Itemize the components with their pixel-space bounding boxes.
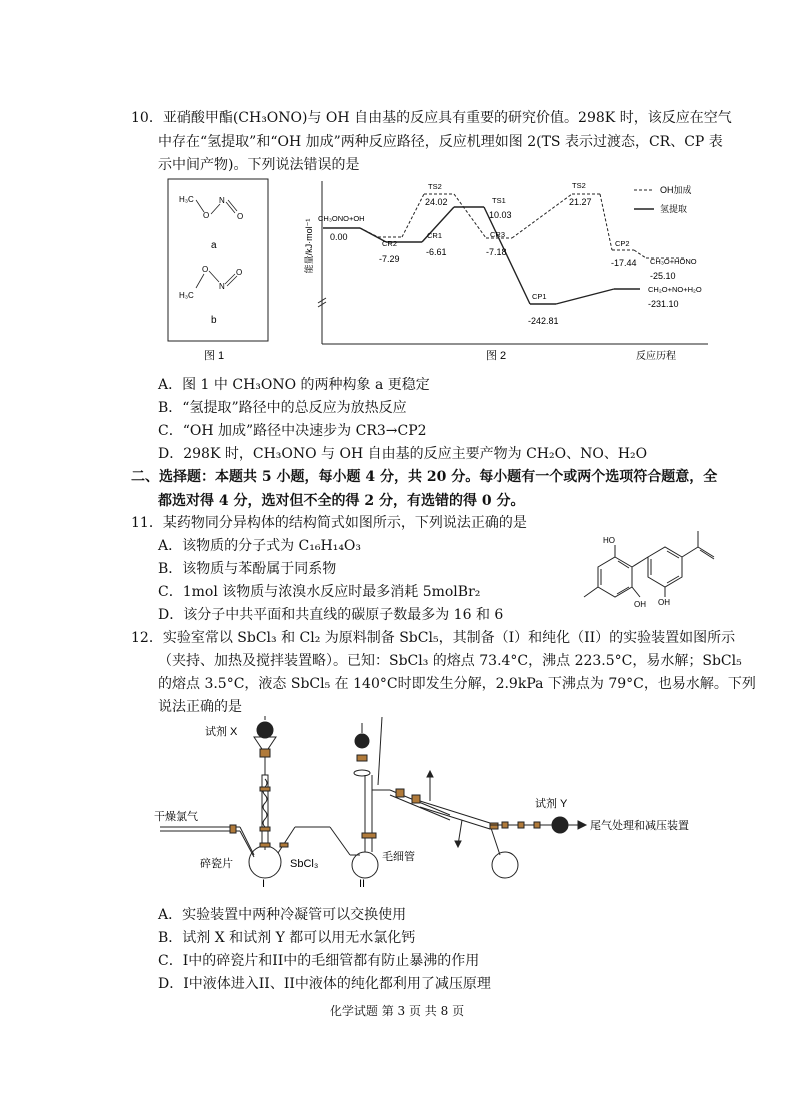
q11-option-b: B．该物质与苯酚属于同系物 [158, 561, 337, 577]
label-i: I [262, 878, 266, 890]
series-addition [360, 194, 684, 258]
svg-text:10.03: 10.03 [489, 210, 512, 220]
sbcl3-label: SbCl₃ [290, 858, 319, 870]
q10-option-a: A．图 1 中 CH₃ONO 的两种构象 a 更稳定 [158, 377, 430, 393]
svg-text:O: O [236, 268, 243, 277]
q11-stem: 11．某药物同分异构体的结构简式如图所示，下列说法正确的是 [131, 515, 527, 531]
svg-text:HO: HO [603, 536, 615, 545]
dry-cl2-label: 干燥氯气 [154, 811, 198, 823]
svg-text:-7.18: -7.18 [486, 247, 507, 257]
svg-text:CH₂O+NO+H₂O: CH₂O+NO+H₂O [648, 285, 702, 294]
q10-figures [160, 176, 760, 366]
x-axis-label: 反应历程 [636, 351, 676, 362]
q12-option-d: D．I中液体进入II、II中液体的纯化都利用了减压原理 [158, 976, 491, 992]
molecule-a [179, 195, 243, 251]
q10-option-d: D．298K 时，CH₃ONO 与 OH 自由基的反应主要产物为 CH₂O、NO、H₂O [158, 446, 648, 462]
svg-text:H₃C: H₃C [179, 195, 194, 204]
svg-text:-17.44: -17.44 [611, 258, 637, 268]
q10-line2: 中存在“氢提取”和“OH 加成”两种反应路径，反应机理如图 2(TS 表示过渡态，CR、CP 表 [158, 134, 723, 150]
legend-abs: 氢提取 [660, 204, 688, 214]
svg-text:TS2: TS2 [572, 181, 586, 190]
q11-structure [570, 525, 770, 620]
chips-label: 碎瓷片 [200, 858, 233, 870]
reagent-y-label: 试剂 Y [535, 798, 568, 810]
svg-text:24.02: 24.02 [425, 197, 448, 207]
svg-text:TS2: TS2 [428, 182, 442, 191]
svg-text:CR1: CR1 [427, 231, 443, 240]
svg-text:N: N [219, 282, 225, 291]
section2-line2: 都选对得 4 分，选对但不全的得 2 分，有选错的得 0 分。 [158, 493, 525, 509]
fig2-label: 图 2 [486, 350, 507, 362]
q11-option-a: A．该物质的分子式为 C₁₆H₁₄O₃ [158, 538, 362, 554]
svg-text:b: b [211, 315, 217, 326]
svg-text:-242.81: -242.81 [528, 316, 559, 326]
svg-text:21.27: 21.27 [569, 197, 592, 207]
series-abstraction [323, 207, 640, 304]
svg-text:CR3: CR3 [490, 230, 506, 239]
svg-text:-7.29: -7.29 [379, 254, 400, 264]
q12-line2: （夹持、加热及搅拌装置略）。已知：SbCl₃ 的熔点 73.4°C，沸点 223.5°C，易水解；SbCl₅ [158, 653, 742, 669]
section2-line1: 二、选择题：本题共 5 小题，每小题 4 分，共 20 分。每小题有一个或两个选项符合题意，全 [131, 469, 718, 485]
svg-text:O: O [203, 211, 210, 220]
svg-text:N: N [219, 196, 225, 205]
svg-text:-6.61: -6.61 [426, 247, 447, 257]
page-footer: 化学试题 第 3 页 共 8 页 [329, 1004, 465, 1018]
tail-label: 尾气处理和减压装置 [590, 820, 689, 832]
q12-line1: 12．实验室常以 SbCl₃ 和 Cl₂ 为原料制备 SbCl₅，其制备（I）和纯化（II）的实验装置如图所示 [131, 630, 736, 646]
q10-option-c: C．“OH 加成”路径中决速步为 CR3→CP2 [158, 423, 427, 439]
svg-text:CR2: CR2 [382, 239, 398, 248]
fig1-label: 图 1 [204, 350, 225, 362]
svg-text:CH₃ONO+OH: CH₃ONO+OH [318, 214, 365, 223]
q10-line3: 示中间产物)。下列说法错误的是 [158, 157, 360, 173]
svg-text:-25.10: -25.10 [650, 271, 676, 281]
q12-line3: 的熔点 3.5°C，液态 SbCl₅ 在 140°C时即发生分解，2.9kPa 下沸点为 79°C，也易水解。下列 [158, 676, 756, 692]
svg-text:-231.10: -231.10 [648, 299, 679, 309]
svg-text:TS1: TS1 [492, 196, 506, 205]
q12-option-c: C．I中的碎瓷片和II中的毛细管都有防止暴沸的作用 [158, 953, 480, 969]
q12-option-b: B．试剂 X 和试剂 Y 都可以用无水氯化钙 [158, 930, 416, 946]
svg-text:a: a [211, 240, 217, 251]
svg-text:0.00: 0.00 [330, 232, 348, 242]
q11-option-c: C．1mol 该物质与浓溴水反应时最多消耗 5molBr₂ [158, 584, 481, 600]
svg-text:O: O [202, 265, 209, 274]
legend-add: OH加成 [660, 185, 692, 195]
svg-text:CP1: CP1 [532, 292, 547, 301]
reagent-x-label: 试剂 X [205, 726, 238, 738]
svg-text:CP2: CP2 [615, 239, 630, 248]
molecule-b [179, 265, 242, 326]
y-axis-label: 能量/kJ·mol⁻¹ [304, 218, 314, 274]
svg-text:H₃C: H₃C [179, 291, 194, 300]
svg-text:CH₃O+HONO: CH₃O+HONO [650, 257, 697, 266]
label-ii: II [359, 878, 366, 890]
q10-line1: 10．亚硝酸甲酯(CH₃ONO)与 OH 自由基的反应具有重要的研究价值。298K 时，该反应在空气 [131, 110, 732, 126]
capillary-label: 毛细管 [382, 851, 415, 863]
svg-text:O: O [237, 212, 244, 221]
q11-option-d: D．该分子中共平面和共直线的碳原子数最多为 16 和 6 [158, 607, 504, 623]
point-labels [318, 181, 702, 326]
svg-text:OH: OH [634, 600, 646, 609]
q12-option-a: A．实验装置中两种冷凝管可以交换使用 [158, 907, 407, 923]
q10-option-b: B．“氢提取”路径中的总反应为放热反应 [158, 400, 407, 416]
svg-text:OH: OH [658, 598, 670, 607]
q12-line4: 说法正确的是 [158, 699, 242, 715]
q12-apparatus [150, 715, 750, 895]
